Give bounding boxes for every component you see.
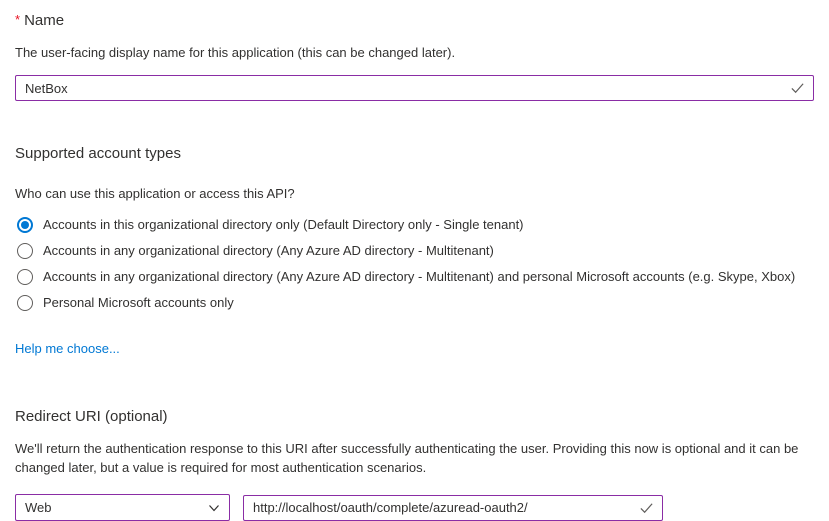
radio-option-label: Accounts in any organizational directory (Any Azure AD directory - Multitenant) (43, 243, 494, 258)
account-types-radio-group (15, 212, 815, 316)
radio-option-single-tenant[interactable] (15, 212, 815, 238)
name-input-container (15, 75, 814, 101)
redirect-uri-input-container (243, 495, 663, 521)
chevron-down-icon (208, 502, 220, 514)
redirect-uri-description: We'll return the authentication response to this URI after successfully authenticating the user. Providing this now is optional and it can be changed later, but a value is required for most authentication scenarios. (15, 441, 799, 475)
name-input[interactable] (16, 76, 813, 100)
redirect-uri-row (15, 481, 815, 521)
platform-select[interactable] (15, 494, 230, 521)
valid-checkmark-icon (639, 500, 654, 515)
valid-checkmark-icon (790, 81, 805, 96)
account-types-section-title: Supported account types (15, 145, 181, 162)
name-section-title (15, 10, 815, 31)
radio-option-label: Accounts in any organizational directory (Any Azure AD directory - Multitenant) and personal Microsoft accounts (e.g. Skype, Xbox) (43, 269, 796, 284)
platform-select-value: Web (25, 500, 52, 515)
radio-option-multitenant[interactable] (15, 238, 815, 264)
radio-selected-icon[interactable] (17, 217, 33, 233)
required-asterisk: * (15, 12, 21, 27)
name-title-text: Name (24, 12, 65, 29)
help-me-choose-link[interactable]: Help me choose... (15, 341, 120, 356)
radio-unselected-icon[interactable] (17, 269, 33, 285)
radio-option-label: Personal Microsoft accounts only (43, 295, 234, 310)
name-description: The user-facing display name for this application (this can be changed later). (15, 45, 456, 60)
radio-option-multitenant-personal[interactable] (15, 264, 815, 290)
radio-unselected-icon[interactable] (17, 243, 33, 259)
radio-unselected-icon[interactable] (17, 295, 33, 311)
redirect-uri-section-title: Redirect URI (optional) (15, 408, 168, 425)
radio-option-personal-only[interactable] (15, 290, 815, 316)
radio-option-label: Accounts in this organizational directory only (Default Directory only - Single tenant) (43, 217, 524, 232)
account-types-question: Who can use this application or access this API? (15, 186, 295, 201)
